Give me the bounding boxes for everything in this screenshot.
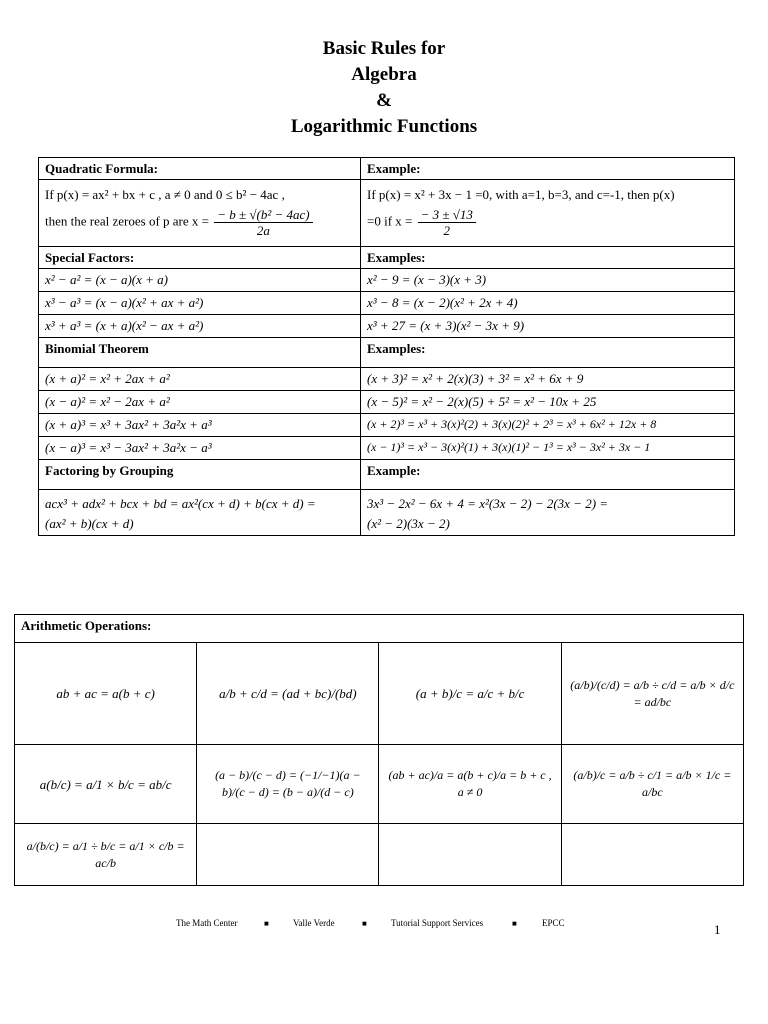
binomial-rule: (x + a)² = x² + 2ax + a² xyxy=(39,368,361,391)
title-line: Algebra xyxy=(351,64,417,85)
footer-item: EPCC xyxy=(542,918,565,928)
grouping-example-line: 3x³ − 2x² − 6x + 4 = x²(3x − 2) − 2(3x − 2) = xyxy=(367,496,609,511)
section-header-example: Example: xyxy=(361,158,735,180)
section-header-examples: Examples: xyxy=(361,338,735,368)
arithmetic-rule: (ab + ac)/a = a(b + c)/a = b + c , a ≠ 0 xyxy=(379,745,561,824)
arithmetic-rule: (a − b)/(c − d) = (−1/−1)(a − b)/(c − d) = (b − a)/(d − c) xyxy=(197,745,379,824)
binomial-rule: (x + a)³ = x³ + 3ax² + 3a²x + a³ xyxy=(39,414,361,437)
title-line: Basic Rules for xyxy=(322,38,446,59)
grouping-rule-line: acx³ + adx² + bcx + bd = ax²(cx + d) + b(cx + d) = xyxy=(45,496,316,511)
section-header-grouping: Factoring by Grouping xyxy=(39,460,361,490)
grouping-rule-cell xyxy=(39,490,361,536)
binomial-example: (x + 2)³ = x³ + 3(x)²(2) + 3(x)(2)² + 2³ = x³ + 6x² + 12x + 8 xyxy=(361,414,735,437)
quadratic-example-label: =0 if x = xyxy=(367,213,413,229)
section-header-quadratic: Quadratic Formula: xyxy=(39,158,361,180)
arithmetic-empty-cell xyxy=(197,824,379,886)
title-line: Logarithmic Functions xyxy=(290,116,478,137)
footer-separator: ■ xyxy=(264,919,269,928)
footer-separator: ■ xyxy=(362,919,367,928)
special-factor-rule: x² − a² = (x − a)(x + a) xyxy=(39,269,361,292)
arithmetic-rule: a(b/c) = a/1 × b/c = ab/c xyxy=(15,745,197,824)
arithmetic-rule: ab + ac = a(b + c) xyxy=(15,643,197,745)
quadratic-example-fraction xyxy=(418,207,476,238)
binomial-rule: (x − a)² = x² − 2ax + a² xyxy=(39,391,361,414)
quadratic-zeroes-label: then the real zeroes of p are x = xyxy=(45,213,209,229)
arithmetic-rule: a/b + c/d = (ad + bc)/(bd) xyxy=(197,643,379,745)
quadratic-example-denominator: 2 xyxy=(443,223,450,238)
section-header-special-factors: Special Factors: xyxy=(39,247,361,269)
title-line: & xyxy=(376,90,392,111)
arithmetic-empty-cell xyxy=(379,824,561,886)
special-factor-example: x² − 9 = (x − 3)(x + 3) xyxy=(361,269,735,292)
binomial-example: (x − 5)² = x² − 2(x)(5) + 5² = x² − 10x + 25 xyxy=(361,391,735,414)
grouping-example-line: (x² − 2)(3x − 2) xyxy=(367,516,450,531)
special-factor-rule: x³ − a³ = (x − a)(x² + ax + a²) xyxy=(39,292,361,315)
arithmetic-rule: (a/b)/c = a/b ÷ c/1 = a/b × 1/c = a/bc xyxy=(561,745,743,824)
quadratic-example-line: If p(x) = x² + 3x − 1 =0, with a=1, b=3, and c=-1, then p(x) xyxy=(367,187,675,202)
section-header-examples: Examples: xyxy=(361,247,735,269)
quadratic-example-result xyxy=(367,207,728,238)
special-factor-example: x³ + 27 = (x + 3)(x² − 3x + 9) xyxy=(361,315,735,338)
footer-item: The Math Center xyxy=(176,918,238,928)
section-header-binomial: Binomial Theorem xyxy=(39,338,361,368)
special-factor-rule: x³ + a³ = (x + a)(x² − ax + a²) xyxy=(39,315,361,338)
rules-table xyxy=(38,157,735,536)
special-factor-example: x³ − 8 = (x − 2)(x² + 2x + 4) xyxy=(361,292,735,315)
footer-item: Valle Verde xyxy=(293,918,335,928)
quadratic-denominator: 2a xyxy=(256,223,270,238)
quadratic-numerator: − b ± √(b² − 4ac) xyxy=(214,207,312,223)
quadratic-formula-cell xyxy=(39,180,361,247)
arithmetic-empty-cell xyxy=(561,824,743,886)
section-header-example: Example: xyxy=(361,460,735,490)
arithmetic-header: Arithmetic Operations: xyxy=(15,615,744,643)
binomial-rule: (x − a)³ = x³ − 3ax² + 3a²x − a³ xyxy=(39,437,361,460)
quadratic-condition: If p(x) = ax² + bx + c , a ≠ 0 and 0 ≤ b² − 4ac , xyxy=(45,187,285,202)
grouping-rule-line: (ax² + b)(cx + d) xyxy=(45,516,134,531)
quadratic-example-cell xyxy=(361,180,735,247)
arithmetic-rule: (a/b)/(c/d) = a/b ÷ c/d = a/b × d/c = ad/bc xyxy=(561,643,743,745)
grouping-example-cell xyxy=(361,490,735,536)
document-title xyxy=(0,36,768,140)
arithmetic-rule: (a + b)/c = a/c + b/c xyxy=(379,643,561,745)
quadratic-zeroes xyxy=(45,207,354,238)
quadratic-fraction xyxy=(214,207,312,238)
footer-item: Tutorial Support Services xyxy=(391,918,484,928)
page-number: 1 xyxy=(714,922,721,937)
arithmetic-table xyxy=(14,614,744,886)
footer-separator: ■ xyxy=(512,919,517,928)
quadratic-example-numerator: − 3 ± √13 xyxy=(418,207,476,223)
binomial-example: (x + 3)² = x² + 2(x)(3) + 3² = x² + 6x + 9 xyxy=(361,368,735,391)
arithmetic-rule: a/(b/c) = a/1 ÷ b/c = a/1 × c/b = ac/b xyxy=(15,824,197,886)
binomial-example: (x − 1)³ = x³ − 3(x)²(1) + 3(x)(1)² − 1³ = x³ − 3x² + 3x − 1 xyxy=(361,437,735,460)
